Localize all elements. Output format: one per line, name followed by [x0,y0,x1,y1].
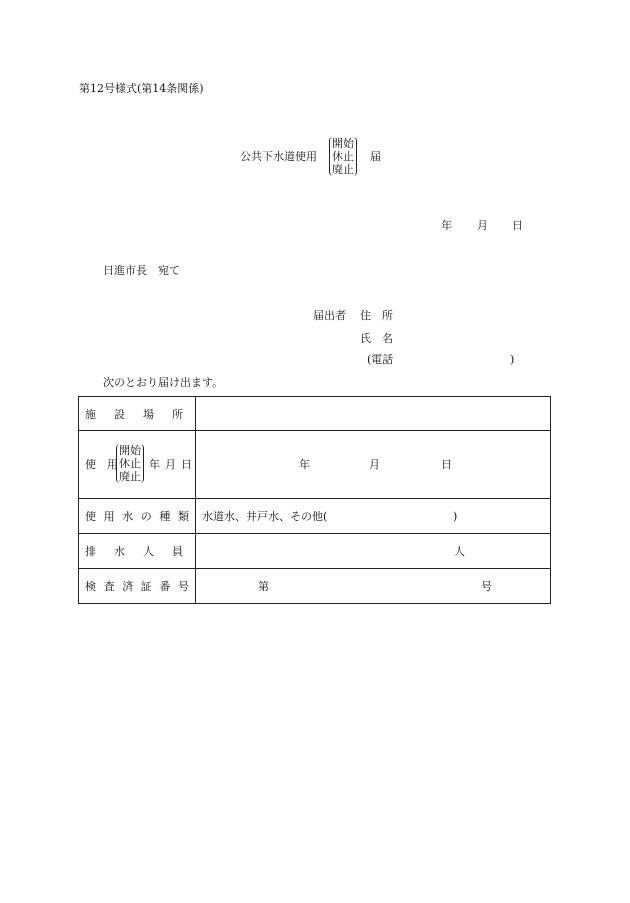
phone-close: ) [510,353,515,366]
form-title-prefix: 公共下水道使用 [240,150,317,163]
label-char: 類 [177,510,189,523]
label-char: 号 [177,580,189,593]
label-char: 種 [159,510,171,523]
table-row-facility [79,397,551,431]
drain-count-unit: 人 [454,545,465,558]
drain-count-field[interactable] [196,534,551,569]
label-char: の [140,510,152,523]
label-char: 使 [85,510,96,523]
label-char: 人 [143,545,154,558]
label-char: 検 [85,580,96,593]
address-label: 住 所 [360,309,393,322]
form-table [78,396,551,604]
addressee: 日進市長 宛て [103,264,180,277]
facility-location-field[interactable] [196,397,551,431]
inspection-number-prefix: 第 [258,580,269,593]
title-option-abolish: 廃止 [332,163,354,176]
table-row-drain-count [79,534,551,569]
inspection-number-label-cell [79,569,196,604]
label-char: 済 [122,580,134,593]
facility-label-cell [79,397,196,431]
label-char: 日 [181,458,192,471]
table-row-usage-date [79,431,551,499]
water-type-field[interactable] [196,499,551,534]
usage-date-day: 日 [441,458,452,471]
date-day: 日 [512,219,523,232]
form-title-suffix: 届 [370,150,381,163]
usage-option-suspend: 休止 [119,457,141,470]
date-year: 年 [441,219,452,232]
name-label: 氏 名 [360,332,393,345]
label-char: 年 [149,458,160,471]
date-month: 月 [477,219,488,232]
label-char: 証 [140,580,152,593]
inspection-number-field[interactable] [196,569,551,604]
phone-open: (電話 [367,353,394,366]
usage-date-field[interactable] [196,431,551,499]
usage-date-label-cell [79,431,196,499]
label-char: 用 [103,510,115,523]
water-type-close: ) [453,510,458,523]
label-char: 施 [85,407,96,421]
title-options-bracket [329,137,357,176]
water-type-label-cell [79,499,196,534]
label-char: 水 [122,510,134,523]
notifier-label: 届出者 [313,309,346,322]
table-row-water-type [79,499,551,534]
label-char: 番 [159,580,171,593]
label-char: 水 [114,545,125,558]
table-row-inspection-number [79,569,551,604]
label-char: 排 [85,545,96,558]
intro-text: 次のとおり届け出ます。 [103,376,224,389]
title-option-suspend: 休止 [332,150,354,163]
label-char: 所 [172,407,183,421]
label-char: 場 [143,407,154,421]
usage-option-start: 開始 [119,444,141,457]
usage-label: 使 用 [85,458,118,471]
usage-options-bracket [116,444,144,483]
water-type-options: 水道水、井戸水、その他( [202,510,328,523]
usage-date-month: 月 [369,458,380,471]
label-char: 設 [114,407,125,421]
label-char: 月 [165,458,176,471]
label-char: 査 [103,580,115,593]
title-option-start: 開始 [332,137,354,150]
usage-option-abolish: 廃止 [119,470,141,483]
label-char: 員 [172,545,183,558]
form-number: 第12号様式(第14条関係) [79,82,204,95]
inspection-number-suffix: 号 [481,580,492,593]
drain-count-label-cell [79,534,196,569]
usage-date-year: 年 [299,458,310,471]
